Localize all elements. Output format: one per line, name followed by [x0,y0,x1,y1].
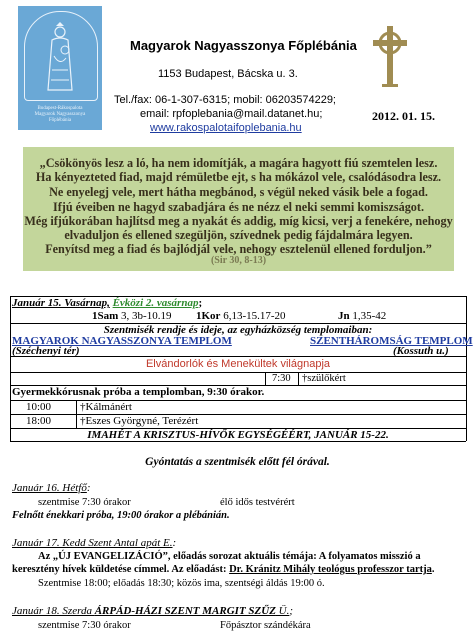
quote-line: Fenyítsd meg a fiad és bajlódjál vele, nehogy esztelenül ellened forduljon.” [45,242,432,256]
day-label-end: Ü. [275,605,290,617]
church-left-sub: (Széchenyi tér) [12,345,80,357]
sunday-extra: Évközi 2. vasárnap [112,297,199,309]
lecture-series-title: „ÚJ EVANGELIZÁCIÓ” [52,551,168,562]
quote-line: Ifjú éveiben ne hagyd szabadjára és ne nézz el neki semmi komiszságot. [52,200,425,214]
day-colon: ; [289,605,294,617]
quote-line: elvaduljon és ellened szegüljön, szívednek pedig fájdalmára legyen. [64,228,413,242]
lecture-text: , előadás sorozat aktuális témája: A folyamatos misszió a [167,551,421,562]
scripture-quote-box [23,147,454,271]
choir-rehearsal-note: Felnőtt énekkari próba, 19:00 órakor a plébánián. [12,510,230,521]
choir-note: Gyermekkórusnak próba a templomban, 9:30 órakor. [12,386,265,398]
mass-intention: élő idős testvérért [220,497,295,508]
logo-caption-3: Főplébánia [48,118,72,123]
day-colon: : [86,482,91,494]
reading-ref: 3, 3b-10.19 [121,310,172,322]
address: 1153 Budapest, Bácska u. 3. [158,68,298,80]
lecture-speaker: Dr. Kránitz Mihály teológus professzor tartja [229,564,432,575]
table-rule [10,441,466,442]
mass-time: 18:00 [26,415,52,427]
sunday-label: Január 15. Vasárnap, [12,297,110,309]
sunday-colon: ; [198,297,203,309]
email-line[interactable]: email: rpfoplebania@mail.datanet.hu; [140,108,323,120]
intentions-title: Szentmisék rendje és ideje, az egyházközség templomaiban: [103,324,373,336]
mass-time: szentmise 7:30 órakor [38,620,131,631]
mass-intention: Főpásztor szándékára [220,620,311,631]
lecture-line-2 [12,564,434,575]
quote-line: Ha kényezteted fiad, majd rémületbe ejt, s ha mókázol vele, csalódásodra lesz. [35,170,442,184]
day-label: Január 18. Szerda [12,605,95,617]
quote-line: Ne enyelegj vele, mert hátha megbánod, s végül neked vásik bele a fogad. [49,185,428,199]
unity-week-note: IMAHÉT A KRISZTUS-HÍVŐK EGYSÉGÉÉRT, JANUÁR 15-22. [87,429,389,441]
readings-row [196,310,286,322]
logo-caption-1: Budapest-Rákospalota [37,106,83,111]
day-heading-jan16 [12,482,91,494]
readings-row [338,310,386,322]
reading-ref: 6,13-15.17-20 [223,310,286,322]
table-divider [265,372,266,385]
confession-note: Gyóntatás a szentmisék előtt fél órával. [145,456,330,468]
church-name: Magyarok Nagyasszonya Főplébánia [130,38,357,53]
mass-intention: †szülőkért [302,373,346,384]
phone-line: Tel./fax: 06-1-307-6315; mobil: 06203574229; [114,94,336,106]
day-heading-jan18 [12,605,293,617]
sunday-heading [12,297,202,309]
table-border [466,296,467,441]
reading-ref: 1,35-42 [352,310,387,322]
madonna-icon [40,20,80,94]
mass-intention: †Kálmánért [80,401,132,413]
church-right-sub: (Kossuth u.) [393,345,449,357]
quote-line: Még ifjúkorában hajlítsd meg a nyakát és addig, míg kicsi, verj a fenekére, nehogy [24,214,453,228]
lecture-line-1 [38,551,421,562]
website-link[interactable]: www.rakospalotaifoplebania.hu [150,122,302,134]
mass-time: szentmise 7:30 órakor [38,497,131,508]
reading-book: Jn [338,310,350,322]
church-right-link[interactable]: SZENTHÁROMSÁG TEMPLOM [310,335,473,347]
church-left-link[interactable]: MAGYAROK NAGYASSZONYA TEMPLOM [12,335,232,347]
day-saint: ÁRPÁD-HÁZI SZENT MARGIT SZŰZ [94,605,276,617]
celtic-cross-icon [370,24,410,88]
readings-row [92,310,171,322]
day-label: Január 16. Hétfő [12,482,87,494]
table-rule [10,372,466,373]
special-day: Elvándorlók és Menekültek világnapja [145,358,331,370]
lecture-text: Az [38,551,53,562]
lecture-text: . [431,564,435,575]
quote-line: „Csökönyös lesz a ló, ha nem idomítják, a magára hagyott fiú szemtelen lesz. [39,156,438,170]
issue-date: 2012. 01. 15. [372,109,435,123]
table-rule [10,400,466,401]
lecture-text: keresztény hívek küldetése címmel. Az előadást: [12,564,230,575]
table-rule [10,414,466,415]
reading-book: 1Kor [196,310,221,322]
day-heading-jan17 [12,537,176,549]
parish-logo [18,6,102,130]
table-divider [298,372,299,385]
mass-intention: †Eszes Györgyné, Terézért [80,415,199,427]
reading-book: 1Sam [92,310,119,322]
mass-time: 7:30 [272,373,291,384]
mass-time: 10:00 [26,401,52,413]
day-label: Január 17. Kedd Szent Antal apát E. [12,537,173,549]
quote-reference: (Sir 30, 8-13) [210,255,267,266]
table-divider [76,400,77,428]
lecture-schedule: Szentmise 18:00; előadás 18:30; közös ima, szentségi áldás 19:00 ó. [38,578,325,589]
day-colon: : [172,537,177,549]
logo-caption-2: Magyarok Nagyasszonya [34,112,86,117]
